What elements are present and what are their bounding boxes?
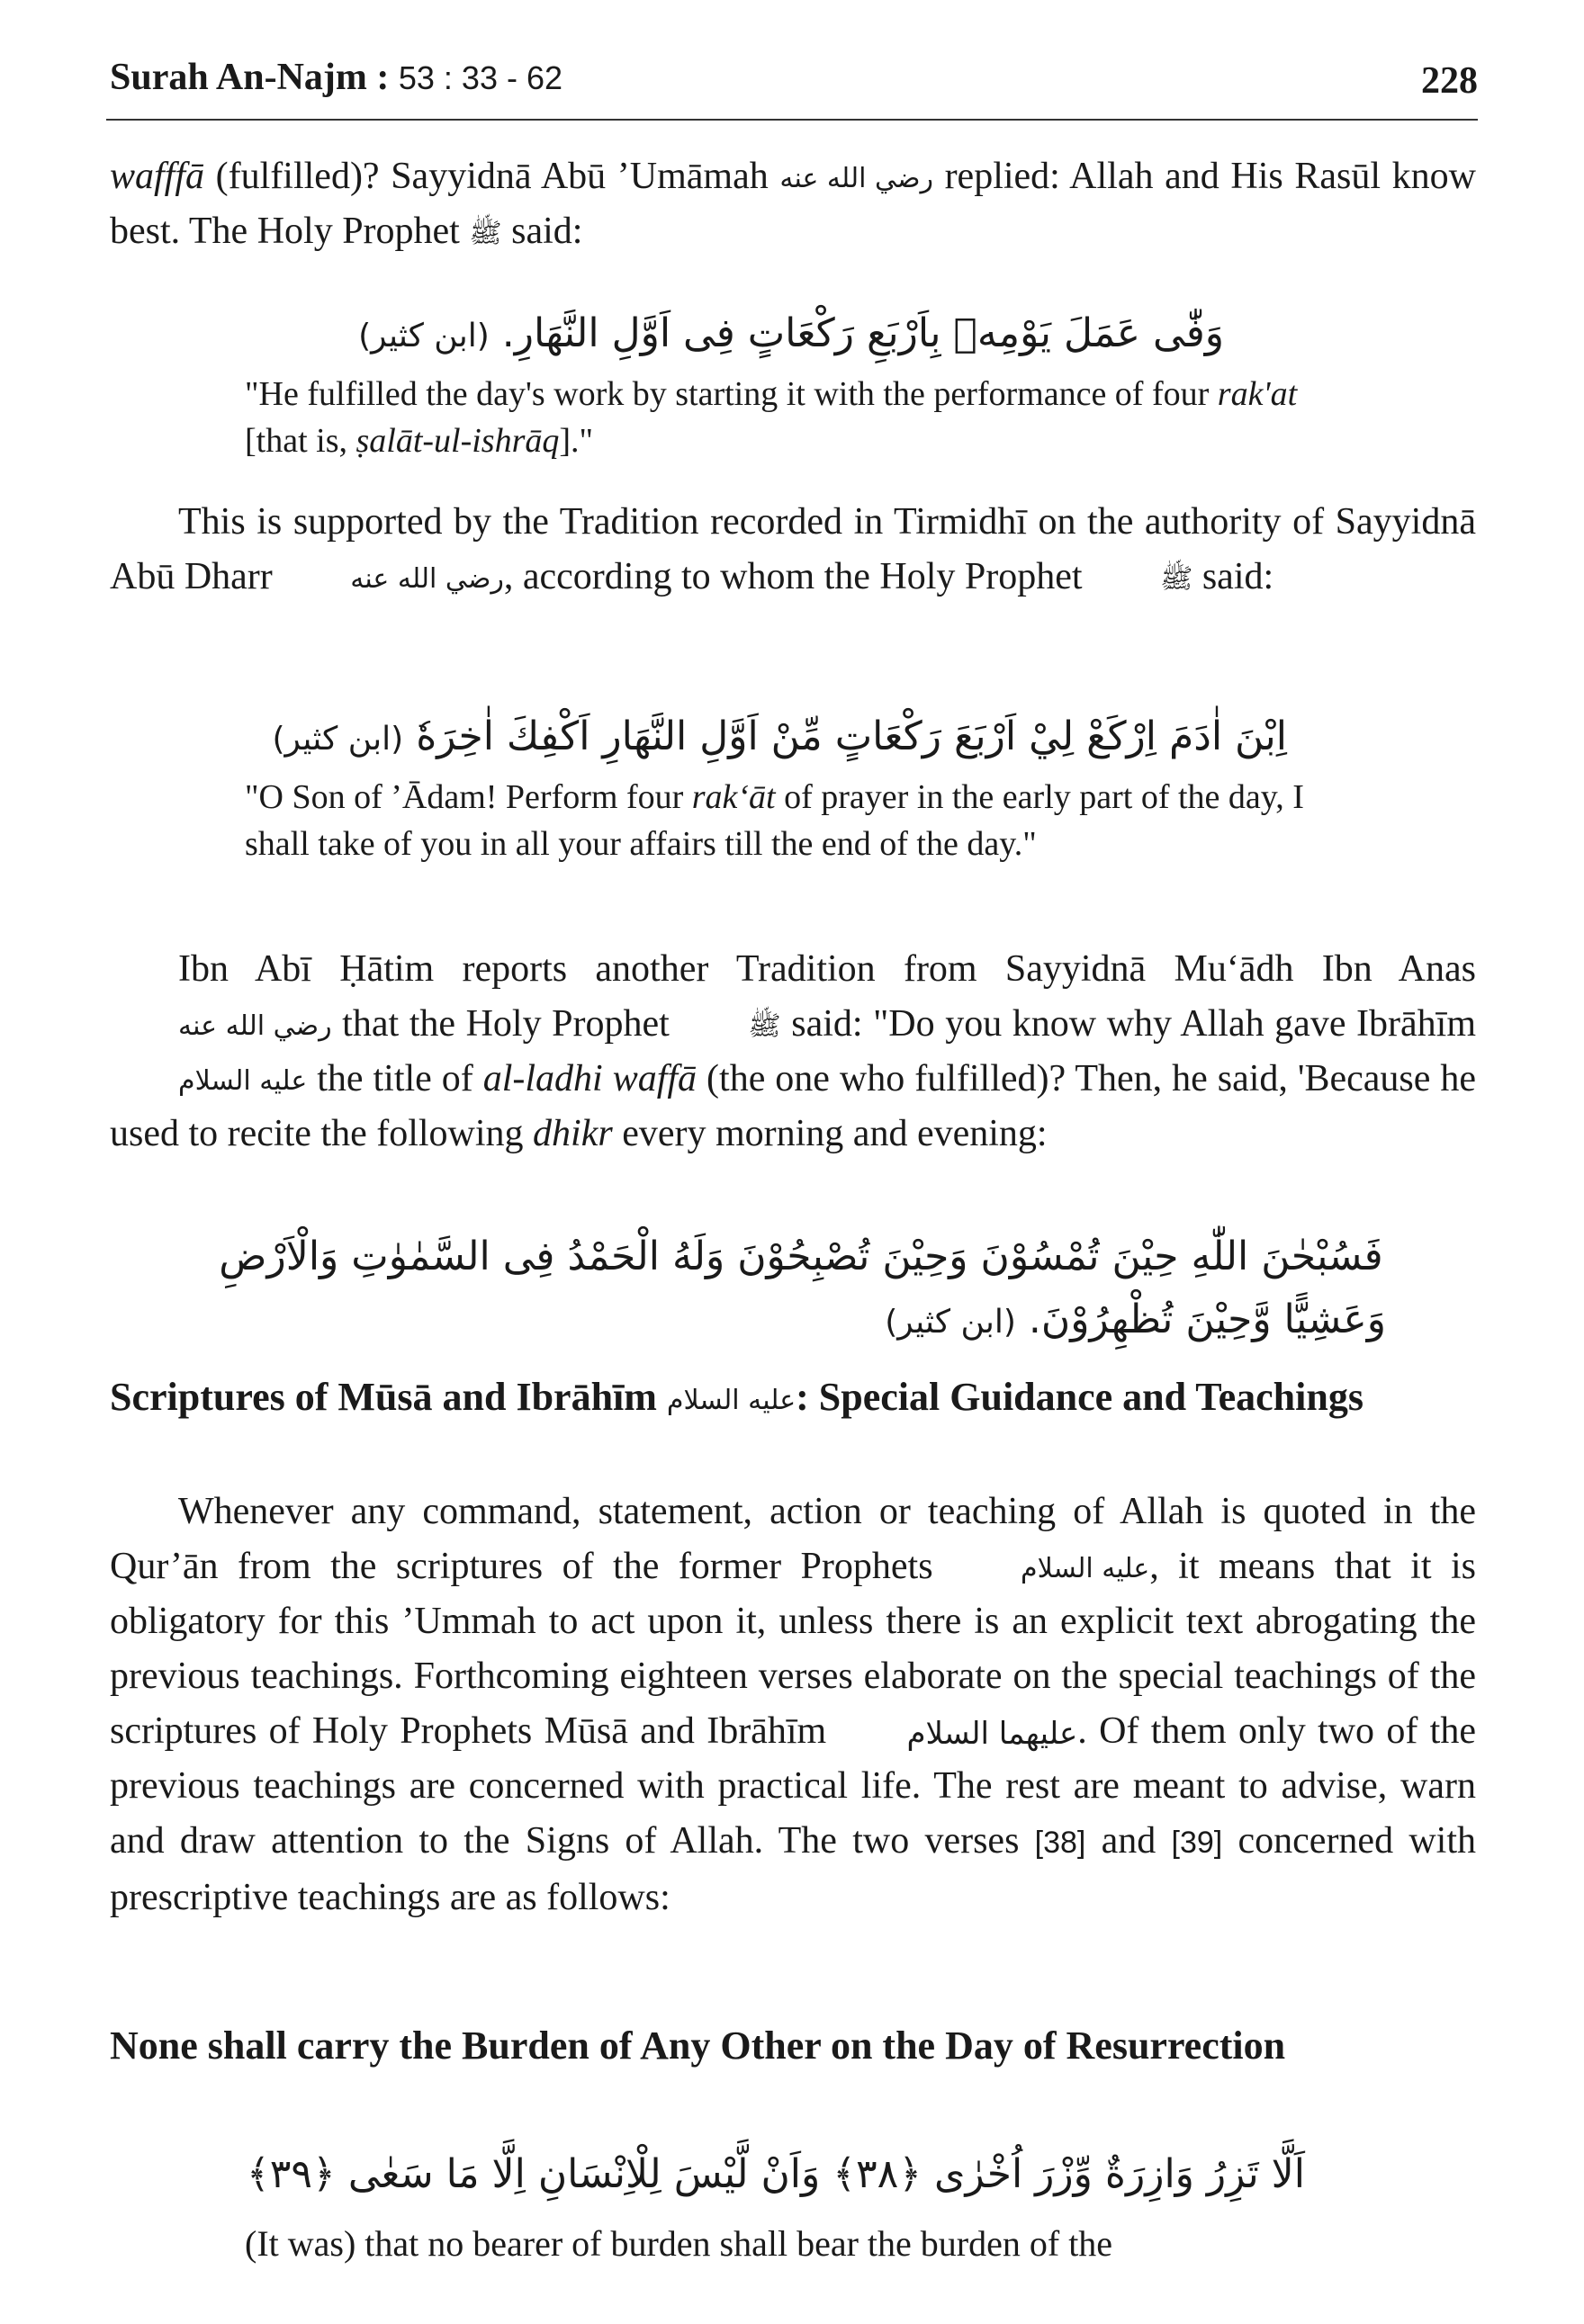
page-number: 228 — [1421, 60, 1478, 102]
arabic-quote-2: اِبْنَ اٰدَمَ اِرْكَعْ لِيْ اَرْبَعَ رَكْعَاتٍ مِّنْ اَوَّلِ النَّهَارِ اَكْفِكَ اٰخِرَهٗ (ابن كثير) — [272, 713, 1287, 759]
honorific-peace-dual: عليهما السلام — [906, 1716, 1078, 1753]
honorific-prophet: ﷺ — [469, 218, 502, 250]
honorific-peace: عليه السلام — [1021, 1553, 1150, 1585]
source-ibn-kathir-3: (ابن كثير) — [885, 1304, 1016, 1341]
running-header — [110, 52, 562, 103]
source-ibn-kathir-1: (ابن كثير) — [358, 318, 490, 354]
translation-2: "O Son of ’Ādam! Perform four rak‘āt of prayer in the early part of the day, I shall take of you in all your affairs till the end of the day." — [245, 778, 1304, 863]
verse-ref-38: [38] — [1034, 1826, 1086, 1860]
source-ibn-kathir-2: (ابن كثير) — [272, 721, 404, 758]
arabic-verses-38-39: اَلَّا تَزِرُ وَازِرَةٌ وِّزْرَ اُخْرٰى ﴿۳۸﴾ وَاَنْ لَّيْسَ لِلْاِنْسَانِ اِلَّا مَا سَعٰى ﴿۳۹﴾ — [247, 2151, 1305, 2197]
arabic-quote-3-line-2: وَعَشِيًّا وَّحِيْنَ تُظْهِرُوْنَ. (ابن كثير) — [885, 1297, 1386, 1342]
paragraph-4: Whenever any command, statement, action or teaching of Allah is quoted in the Qur’ān from the scriptures of the former Prophets عليه السلام, it means that it is obligatory for this ’Ummah to act upon it, unless there is an explicit text abrogating the previous teachings. Forthcoming eighteen verses elaborate on the special teachings of the scriptures of Holy Prophets Mūsā and Ibrāhīm عليهما السلام. Of them only two of the previous teachings are concerned with practical life. The rest are meant to advise, warn and draw attention to the Signs of Allah. The two verses [38] and [39] concerned with prescriptive teachings are as follows: — [110, 1491, 1476, 1918]
section-heading-burden: None shall carry the Burden of Any Other on the Day of Resurrection — [110, 2023, 1286, 2068]
section-heading-scriptures: Scriptures of Mūsā and Ibrāhīm عليه السلام: Special Guidance and Teachings — [110, 1375, 1364, 1419]
term-waffa: wafffā — [110, 156, 205, 197]
surah-name: Surah An-Najm : — [110, 57, 390, 98]
honorific-peace: عليه السلام — [666, 1384, 796, 1416]
honorific-prophet: ﷺ — [748, 1010, 781, 1043]
honorific-peace: عليه السلام — [178, 1065, 308, 1098]
arabic-quote-3-line-1: فَسُبْحٰنَ اللّٰهِ حِيْنَ تُمْسُوْنَ وَحِيْنَ تُصْبِحُوْنَ وَلَهُ الْحَمْدُ فِى السَّمٰوٰتِ وَالْاَرْضِ — [219, 1234, 1383, 1279]
paragraph-1: wafffā (fulfilled)? Sayyidnā Abū ’Umāmah رضي الله عنه replied: Allah and His Rasūl know best. The Holy Prophet ﷺ said: — [110, 156, 1476, 252]
honorific-companion: رضي الله عنه — [178, 1010, 332, 1043]
paragraph-2: This is supported by the Tradition recorded in Tirmidhī on the authority of Sayyidnā Abū Dharr رضي الله عنه, according to whom the Holy Prophet ﷺ said: — [110, 501, 1476, 597]
verse-range: 53 : 33 - 62 — [398, 59, 563, 96]
honorific-companion: رضي الله عنه — [779, 163, 933, 195]
header-rule — [106, 119, 1478, 121]
honorific-companion: رضي الله عنه — [350, 563, 504, 596]
paragraph-3: Ibn Abī Ḥātim reports another Tradition from Sayyidnā Mu‘ādh Ibn Anas رضي الله عنه that the Holy Prophet ﷺ said: "Do you know why Allah gave Ibrāhīm عليه السلام the title of al-ladhi waffā (the one who fulfilled)? Then, he said, 'Because he used to recite the following dhikr every morning and evening: — [110, 948, 1476, 1154]
arabic-quote-1: وَفّٰى عَمَلَ يَوْمِهٖ بِاَرْبَعِ رَكْعَاتٍ فِى اَوَّلِ النَّهَارِ. (ابن كثير) — [358, 310, 1224, 356]
translation-1: "He fulfilled the day's work by starting it with the performance of four rak'at [that is, ṣalāt-ul-ishrāq]." — [245, 375, 1298, 460]
honorific-prophet: ﷺ — [1160, 563, 1193, 596]
verse-ref-39: [39] — [1171, 1826, 1223, 1860]
translation-3: (It was) that no bearer of burden shall bear the burden of the — [245, 2223, 1113, 2264]
